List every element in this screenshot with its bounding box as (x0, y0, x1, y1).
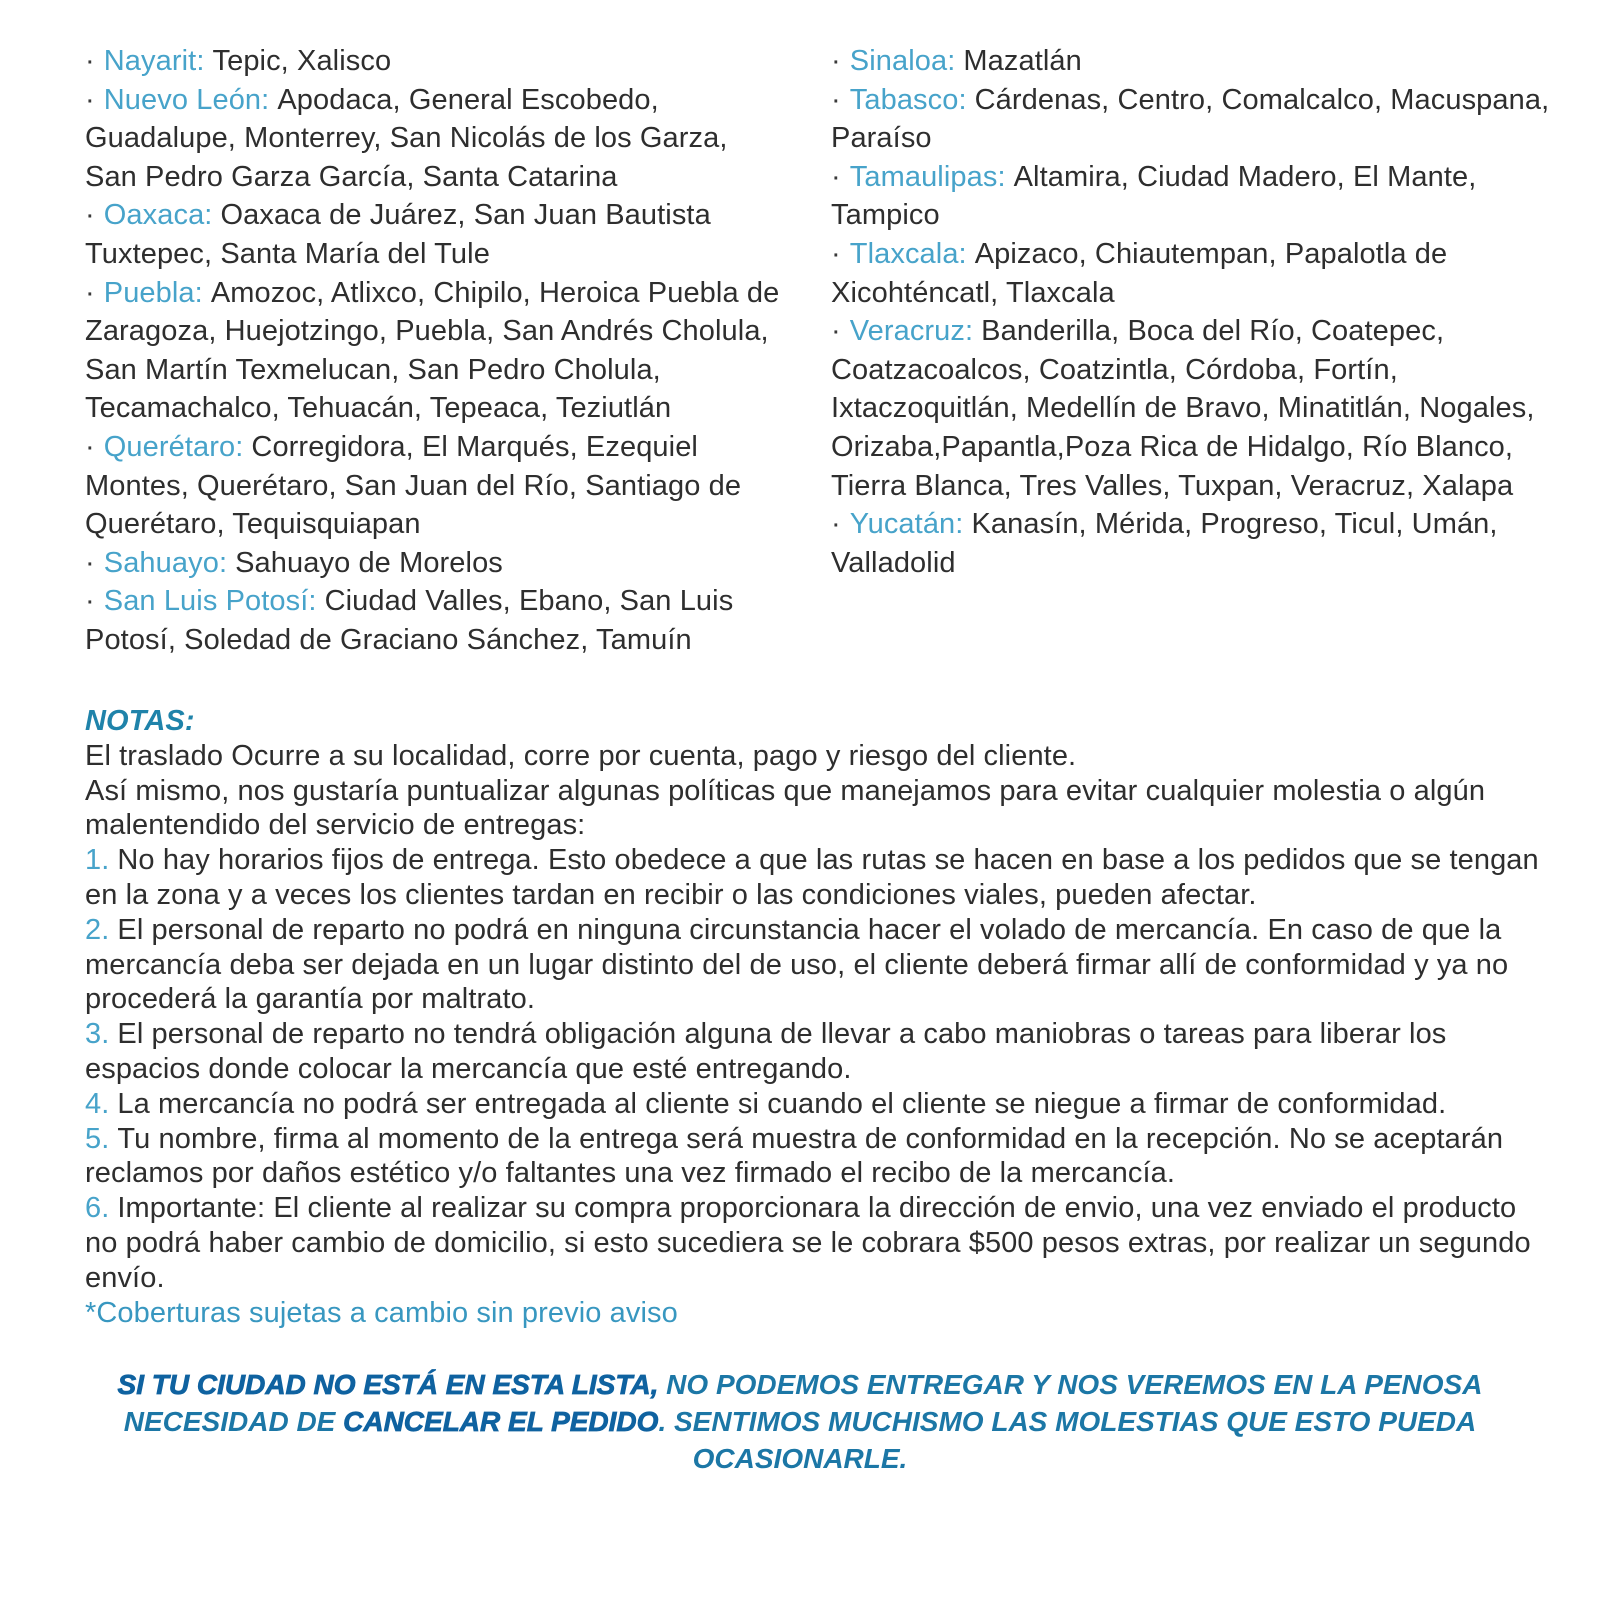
coverage-entry-tabasco (831, 81, 1550, 158)
coverage-list-right (831, 42, 1550, 660)
state-cities: Ciudad Valles, Ebano, San Luis Potosí, Soledad de Graciano Sánchez, Tamuín (85, 585, 734, 656)
coverage-disclaimer: *Coberturas sujetas a cambio sin previo aviso (85, 1296, 678, 1329)
footer-segment-strong: CANCELAR EL PEDIDO (343, 1406, 659, 1438)
coverage-entry-sinaloa (831, 42, 1550, 81)
state-cities: Corregidora, El Marqués, Ezequiel Montes, Querétaro, San Juan del Río, Santiago de Querétaro, Tequisquiapan (85, 430, 742, 541)
state-cities: Cárdenas, Centro, Comalcalco, Macuspana, Paraíso (831, 83, 1550, 155)
state-label: Querétaro: (103, 430, 244, 463)
notes-section (0, 704, 1600, 1330)
footer-segment: NO PODEMOS ENTREGAR Y NOS VEREMOS EN LA PENOSA NECESIDAD DE (123, 1369, 1483, 1438)
bullet-icon: · (85, 83, 95, 116)
bullet-icon: · (85, 546, 95, 579)
state-label: Sinaloa: (849, 45, 956, 77)
bullet-icon: · (831, 83, 841, 116)
state-cities: Tepic, Xalisco (212, 45, 392, 77)
note-text: Importante: El cliente al realizar su compra proporcionara la dirección de envio, una vez enviado el producto no podrá haber cambio de domicilio, si esto sucediera se le cobrara $500 pesos extras, por realizar un segundo envío. (85, 1192, 1531, 1294)
state-label: Veracruz: (849, 315, 974, 348)
bullet-icon: · (831, 508, 841, 541)
state-cities: Banderilla, Boca del Río, Coatepec, Coatzacoalcos, Coatzintla, Córdoba, Fortín, Ixtaczoquitlán, Medellín de Bravo, Minatitlán, Nogales, Orizaba,Papantla,Poza Rica de Hidalgo, Río Blanco, Tierra Blanca, Tres Valles, Tuxpan, Veracruz, Xalapa (831, 315, 1535, 502)
note-text: No hay horarios fijos de entrega. Esto obedece a que las rutas se hacen en base a los pedidos que se tengan en la zona y a veces los clientes tardan en recibir o las condiciones viales, pueden afectar. (85, 844, 1539, 911)
state-cities: Sahuayo de Morelos (235, 546, 503, 579)
coverage-entry-san-luis-potosi (85, 582, 785, 659)
coverage-entry-tlaxcala (831, 235, 1550, 312)
state-label: Tlaxcala: (849, 237, 967, 270)
bullet-icon: · (831, 237, 841, 270)
coverage-entry-yucatan (831, 505, 1550, 582)
coverage-entry-puebla (85, 274, 785, 428)
footer-segment-strong: SI TU CIUDAD NO ESTÁ EN ESTA LISTA, (117, 1369, 659, 1401)
bullet-icon: · (831, 160, 841, 193)
notes-intro-line: El traslado Ocurre a su localidad, corre por cuenta, pago y riesgo del cliente. (85, 739, 1077, 772)
note-item-6 (85, 1191, 1545, 1295)
state-label: Tamaulipas: (849, 160, 1006, 193)
bullet-icon: · (85, 585, 95, 618)
note-item-4 (85, 1087, 1545, 1122)
state-label: Yucatán: (849, 508, 964, 541)
coverage-entry-veracruz (831, 312, 1550, 505)
state-label: Oaxaca: (103, 199, 213, 232)
note-number: 3. (85, 1018, 110, 1051)
state-label: Sahuayo: (103, 546, 228, 579)
coverage-entry-queretaro (85, 428, 785, 544)
bullet-icon: · (85, 430, 95, 463)
footer-warning (100, 1366, 1500, 1477)
state-cities: Amozoc, Atlixco, Chipilo, Heroica Puebla de Zaragoza, Huejotzingo, Puebla, San Andrés Cholula, San Martín Texmelucan, San Pedro Cholula, Tecamachalco, Tehuacán, Tepeaca, Teziutlán (85, 276, 780, 425)
note-item-2 (85, 913, 1545, 1017)
state-cities: Apodaca, General Escobedo, Guadalupe, Monterrey, San Nicolás de los Garza, San Pedro Garza García, Santa Catarina (85, 83, 728, 193)
bullet-icon: · (85, 199, 95, 232)
coverage-list-left (85, 42, 785, 660)
note-item-3 (85, 1017, 1545, 1087)
note-number: 2. (85, 913, 110, 946)
note-text: El personal de reparto no tendrá obligación alguna de llevar a cabo maniobras o tareas para liberar los espacios donde colocar la mercancía que esté entregando. (85, 1018, 1447, 1085)
bullet-icon: · (85, 45, 95, 77)
state-label: Puebla: (103, 276, 203, 309)
state-cities: Oaxaca de Juárez, San Juan Bautista Tuxtepec, Santa María del Tule (85, 199, 711, 270)
bullet-icon: · (831, 315, 841, 348)
state-label: San Luis Potosí: (103, 585, 317, 618)
state-cities: Kanasín, Mérida, Progreso, Ticul, Umán, Valladolid (831, 508, 1498, 579)
note-text: La mercancía no podrá ser entregada al cliente si cuando el cliente se niegue a firmar de conformidad. (117, 1087, 1447, 1120)
note-number: 6. (85, 1192, 110, 1225)
coverage-columns (0, 0, 1600, 660)
coverage-entry-sahuayo (85, 544, 785, 583)
state-label: Nayarit: (103, 45, 205, 77)
notes-intro-line: Así mismo, nos gustaría puntualizar algunas políticas que manejamos para evitar cualquier molestia o algún malentendido del servicio de entregas: (85, 774, 1486, 842)
state-cities: Apizaco, Chiautempan, Papalotla de Xicohténcatl, Tlaxcala (831, 237, 1448, 309)
note-item-5 (85, 1122, 1545, 1192)
note-item-1 (85, 843, 1545, 913)
coverage-entry-nuevo-leon (85, 81, 785, 197)
state-label: Tabasco: (849, 83, 967, 116)
note-text: El personal de reparto no podrá en ninguna circunstancia hacer el volado de mercancía. En caso de que la mercancía deba ser dejada en un lugar distinto del de uso, el cliente deberá firmar allí de conformidad y ya no procederá la garantía por maltrato. (85, 913, 1509, 1016)
note-text: Tu nombre, firma al momento de la entrega será muestra de conformidad en la recepción. No se aceptarán reclamos por daños estético y/o faltantes una vez firmado el recibo de la mercancía. (85, 1122, 1504, 1190)
note-number: 4. (85, 1087, 110, 1120)
note-number: 1. (85, 844, 110, 877)
state-label: Nuevo León: (103, 83, 270, 116)
note-number: 5. (85, 1122, 110, 1155)
coverage-entry-oaxaca (85, 196, 785, 273)
bullet-icon: · (831, 45, 841, 77)
state-cities: Mazatlán (963, 45, 1082, 77)
notes-heading: NOTAS: (85, 705, 195, 737)
coverage-entry-tamaulipas (831, 158, 1550, 235)
state-cities: Altamira, Ciudad Madero, El Mante, Tampico (831, 160, 1477, 232)
bullet-icon: · (85, 276, 95, 309)
footer-segment: . SENTIMOS MUCHISMO LAS MOLESTIAS QUE ESTO PUEDA OCASIONARLE. (658, 1406, 1477, 1475)
coverage-entry-nayarit (85, 42, 785, 81)
